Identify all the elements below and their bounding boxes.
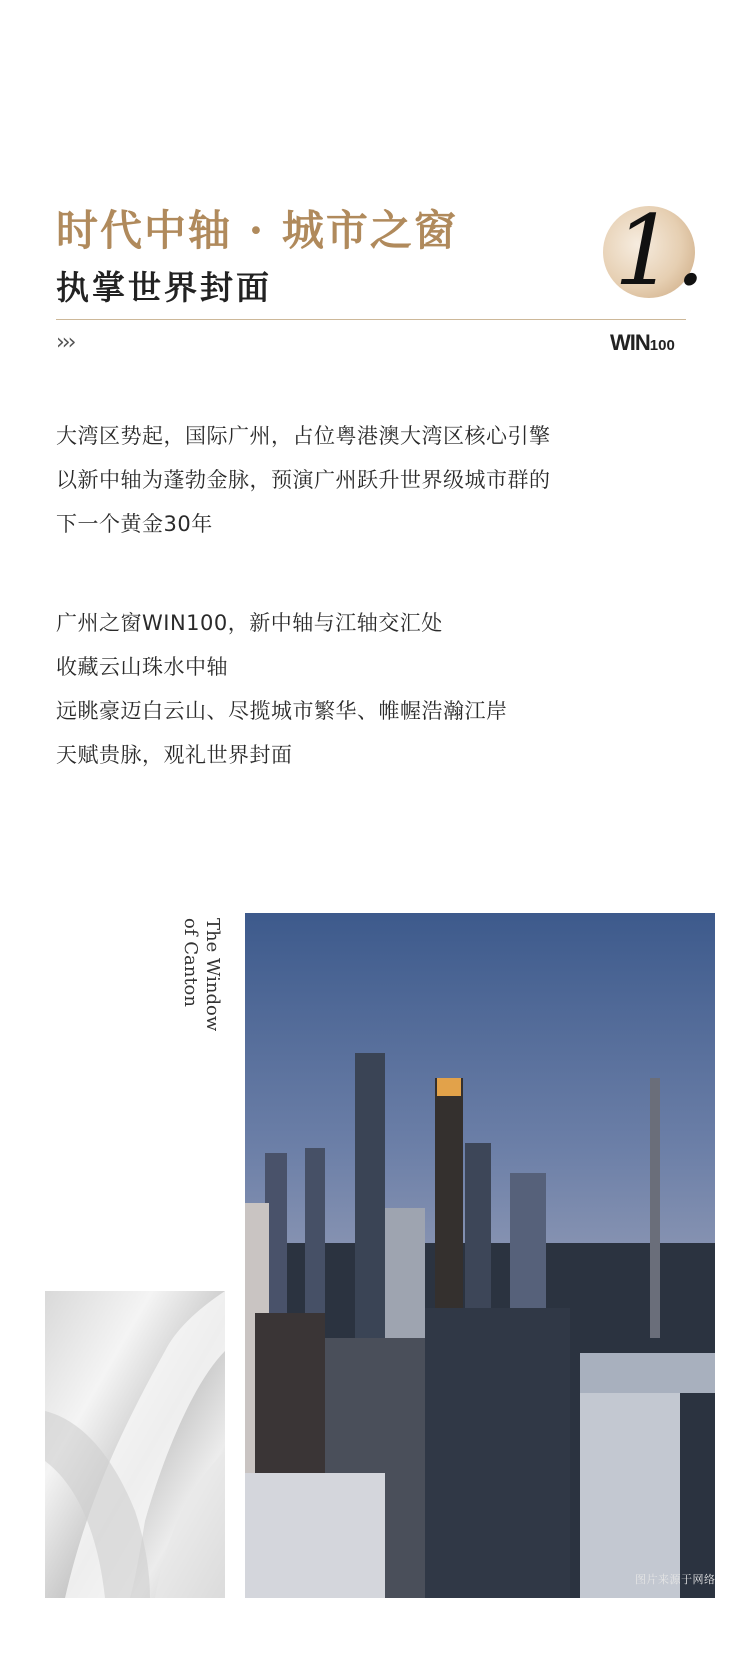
paragraph-line: 大湾区势起，国际广州，占位粤港澳大湾区核心引擎 — [56, 424, 551, 448]
brand-logo — [610, 330, 675, 356]
abstract-fabric-image — [45, 1291, 225, 1598]
vertical-caption — [179, 918, 223, 1031]
vertical-caption-line: of Canton — [180, 918, 201, 1007]
paragraph-line: 下一个黄金30年 — [56, 512, 213, 536]
fabric-fold-graphic — [45, 1291, 225, 1598]
section-subtitle: 执掌世界封面 — [56, 268, 272, 307]
city-skyline-photo — [245, 913, 715, 1598]
photo-credit: 图片来源于网络 — [635, 1573, 716, 1586]
vertical-caption-line: The Window — [202, 918, 223, 1032]
intro-paragraph — [56, 414, 551, 546]
header-divider — [56, 319, 686, 320]
brand-logo-letters: WIN — [610, 330, 650, 355]
paragraph-line: 以新中轴为蓬勃金脉，预演广州跃升世界级城市群的 — [56, 468, 551, 492]
section-number: 1. — [614, 195, 706, 307]
skyline-graphic — [245, 913, 715, 1598]
brand-logo-number: 100 — [649, 337, 675, 354]
paragraph-line: 广州之窗WIN100，新中轴与江轴交汇处 — [56, 611, 443, 635]
section-title: 时代中轴 · 城市之窗 — [56, 206, 458, 255]
paragraph-line: 天赋贵脉，观礼世界封面 — [56, 743, 293, 767]
paragraph-line: 远眺豪迈白云山、尽揽城市繁华、帷幄浩瀚江岸 — [56, 699, 508, 723]
chevron-right-icon: ››› — [56, 330, 74, 355]
paragraph-line: 收藏云山珠水中轴 — [56, 655, 228, 679]
location-paragraph — [56, 601, 508, 777]
